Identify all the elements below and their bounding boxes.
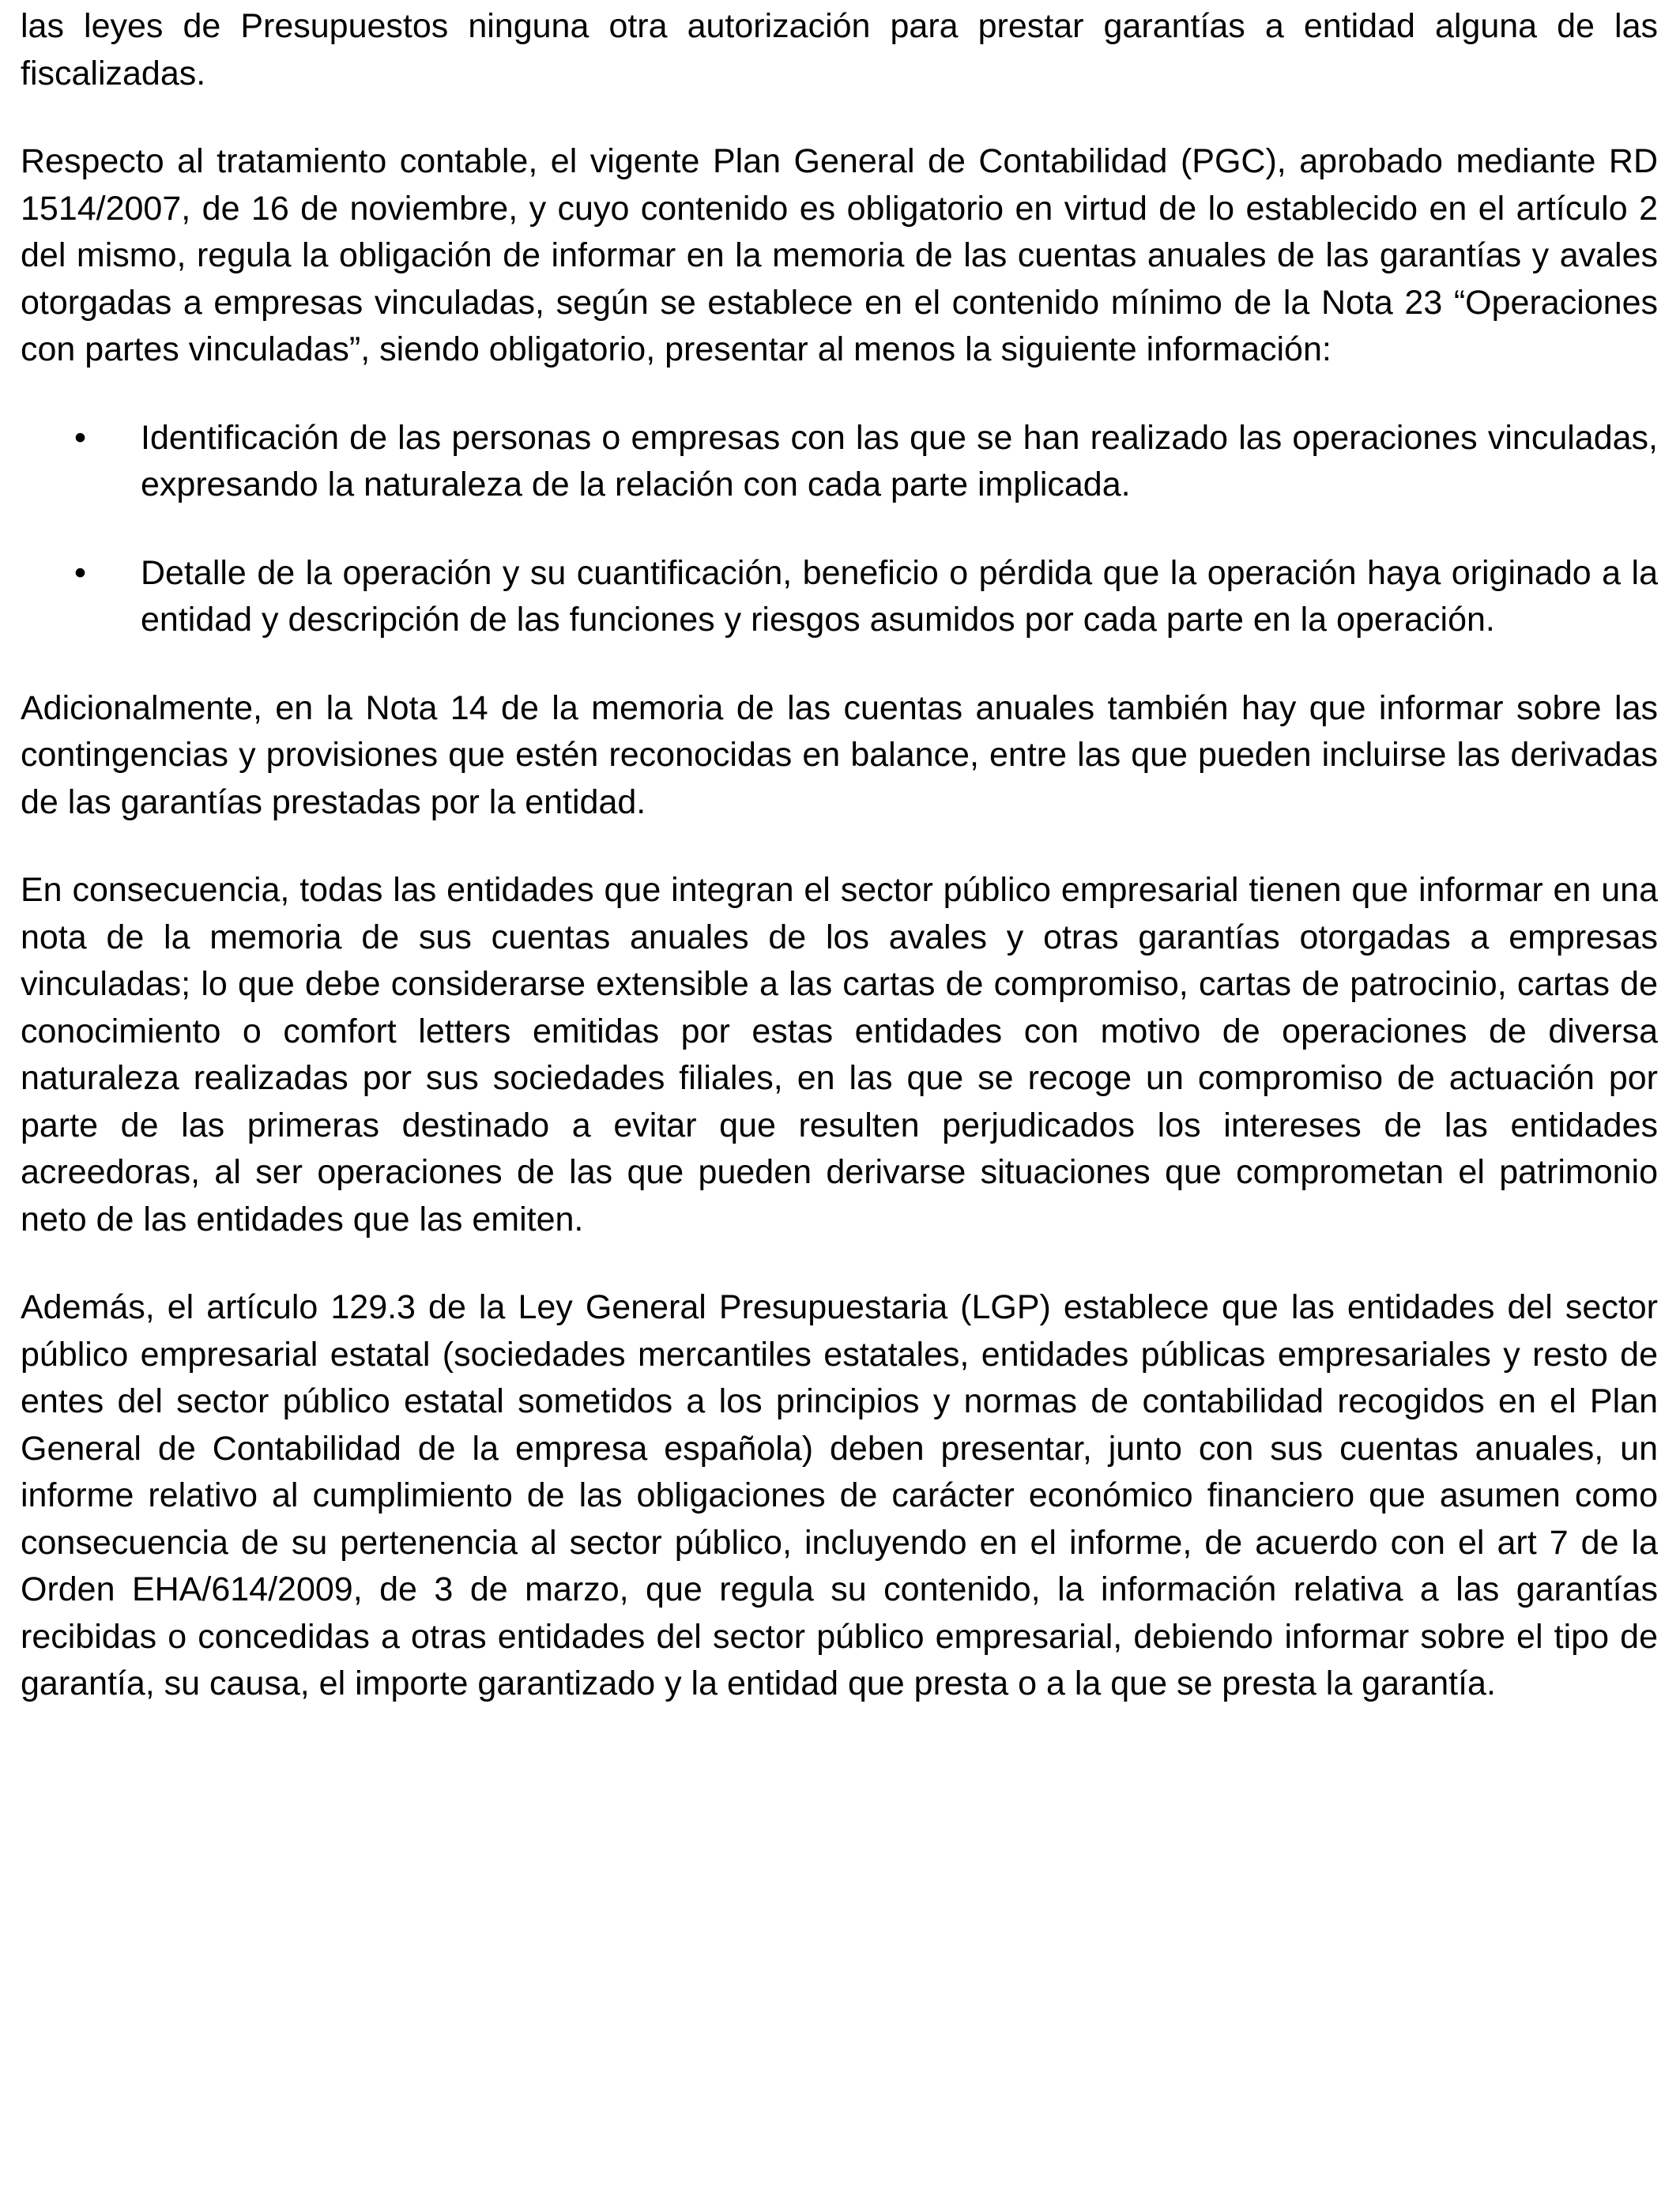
list-item [21,415,1658,509]
bullet-icon: • [74,553,87,592]
paragraph-tratamiento-contable: Respecto al tratamiento contable, el vigente Plan General de Contabilidad (PGC), aprobado mediante RD 1514/2007, de 16 de noviembre, y cuyo contenido es obligatorio en virtud de lo establecido en el artículo 2 del mismo, regula la obligación de informar en la memoria de las cuentas anuales de las garantías y avales otorgadas a empresas vinculadas, según se establece en el contenido mínimo de la Nota 23 “Operaciones con partes vinculadas”, siendo obligatorio, presentar al menos la siguiente información: [21,142,1658,368]
bullet-icon: • [74,418,87,457]
list-item-text: Identificación de las personas o empresas con las que se han realizado las operaciones vinculadas, expresando la naturaleza de la relación con cada parte implicada. [141,418,1658,503]
document-page [21,3,1658,1749]
required-information-list [21,415,1658,644]
paragraph-articulo-129: Además, el artículo 129.3 de la Ley General Presupuestaria (LGP) establece que las entidades del sector público empresarial estatal (sociedades mercantiles estatales, entidades públicas empresariales y resto de entes del sector público estatal sometidos a los principios y normas de contabilidad recogidos en el Plan General de Contabilidad de la empresa española) deben presentar, junto con sus cuentas anuales, un informe relativo al cumplimiento de las obligaciones de carácter económico financiero que asumen como consecuencia de su pertenencia al sector público, incluyendo en el informe, de acuerdo con el art 7 de la Orden EHA/614/2009, de 3 de marzo, que regula su contenido, la información relativa a las garantías recibidas o concedidas a otras entidades del sector público empresarial, debiendo informar sobre el tipo de garantía, su causa, el importe garantizado y la entidad que presta o a la que se presta la garantía. [21,1288,1658,1702]
paragraph-nota-14: Adicionalmente, en la Nota 14 de la memoria de las cuentas anuales también hay que informar sobre las contingencias y provisiones que estén reconocidas en balance, entre las que pueden incluirse las derivadas de las garantías prestadas por la entidad. [21,688,1658,821]
list-item [21,550,1658,644]
paragraph-consecuencia: En consecuencia, todas las entidades que integran el sector público empresarial tienen que informar en una nota de la memoria de sus cuentas anuales de los avales y otras garantías otorgadas a empresas vinculadas; lo que debe considerarse extensible a las cartas de compromiso, cartas de patrocinio, cartas de conocimiento o comfort letters emitidas por estas entidades con motivo de operaciones de diversa naturaleza realizadas por sus sociedades filiales, en las que se recoge un compromiso de actuación por parte de las primeras destinado a evitar que resulten perjudicados los intereses de las entidades acreedoras, al ser operaciones de las que pueden derivarse situaciones que comprometan el patrimonio neto de las entidades que las emiten. [21,871,1658,1238]
paragraph-leyes-presupuestos: las leyes de Presupuestos ninguna otra autorización para prestar garantías a entidad alguna de las fiscalizadas. [21,7,1658,92]
list-item-text: Detalle de la operación y su cuantificación, beneficio o pérdida que la operación haya originado a la entidad y descripción de las funciones y riesgos asumidos por cada parte en la operación. [141,553,1658,639]
